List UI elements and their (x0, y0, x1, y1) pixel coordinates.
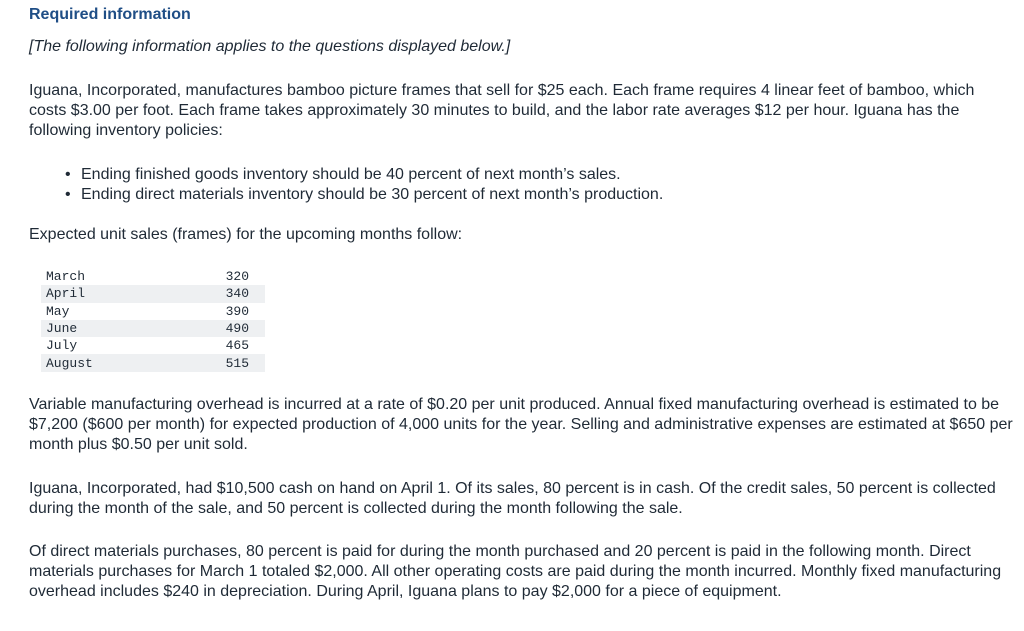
month-cell: August (41, 354, 199, 371)
month-cell: April (41, 285, 199, 302)
units-cell: 340 (199, 285, 265, 302)
required-information-heading: Required information (29, 6, 191, 23)
purchases-paragraph: Of direct materials purchases, 80 percent is paid for during the month purchased and 20 percent is paid in the following month. Direct materials purchases for March 1 totaled $2,000. All other operating costs are paid during the month incurred. Monthly fixed manufacturing overhead includes $240 in depreciation. During April, Iguana plans to pay $2,000 for a piece of equipment. (29, 543, 1002, 600)
units-cell: 320 (225, 269, 249, 285)
table-row (41, 268, 265, 285)
table-row (41, 354, 265, 371)
units-cell: 465 (225, 338, 249, 354)
month-cell: May (46, 303, 70, 319)
bullet-icon: • (65, 166, 71, 183)
expected-sales-intro: Expected unit sales (frames) for the upcoming months follow: (29, 226, 463, 243)
units-cell: 515 (199, 354, 265, 371)
month-cell: July (46, 338, 78, 354)
cash-paragraph: Iguana, Incorporated, had $10,500 cash on hand on April 1. Of its sales, 80 percent is in cash. Of the credit sales, 50 percent is collected during the month of the sale, and 50 percent is collected during the month following the sale. (29, 480, 996, 517)
overhead-paragraph: Variable manufacturing overhead is incurred at a rate of $0.20 per unit produced. Annual fixed manufacturing overhead is estimated to be $7,200 ($600 per month) for expected production of 4,000 units for the year. Selling and administrative expenses are estimated at $650 per month plus $0.50 per unit sold. (29, 396, 1013, 453)
expected-sales-table (41, 268, 265, 372)
table-row (41, 320, 265, 337)
list-item (63, 165, 663, 185)
table-row (41, 285, 265, 302)
bullet-icon: • (65, 186, 71, 203)
list-item (63, 185, 663, 205)
month-cell: March (46, 269, 86, 285)
applies-note: [The following information applies to the questions displayed below.] (29, 38, 511, 55)
table-row (41, 337, 265, 354)
units-cell: 490 (199, 320, 265, 337)
policy-text: Ending finished goods inventory should be 40 percent of next month’s sales. (81, 166, 621, 183)
table-row (41, 303, 265, 320)
intro-paragraph: Iguana, Incorporated, manufactures bamboo picture frames that sell for $25 each. Each frame requires 4 linear feet of bamboo, which costs $3.00 per foot. Each frame takes approximately 30 minutes to build, and the labor rate averages $12 per hour. Iguana has the following inventory policies: (29, 82, 975, 139)
policy-text: Ending direct materials inventory should be 30 percent of next month’s production. (81, 186, 664, 203)
inventory-policies-list (63, 165, 663, 205)
month-cell: June (41, 320, 199, 337)
units-cell: 390 (225, 303, 249, 319)
